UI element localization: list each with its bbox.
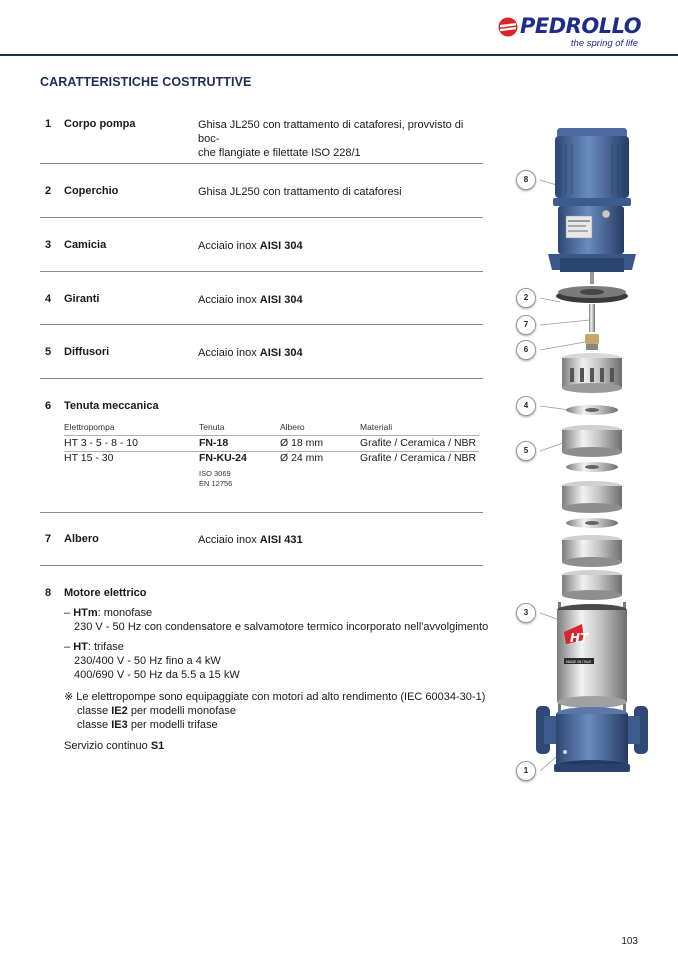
row-label: Albero bbox=[64, 533, 99, 545]
spec-row-motore-elettrico bbox=[40, 587, 483, 603]
page-number: 103 bbox=[621, 936, 638, 947]
ht-detail: 400/690 V - 50 Hz da 5.5 a 15 kW bbox=[74, 669, 240, 681]
standard-iso: ISO 3069 bbox=[199, 469, 231, 478]
class-prefix: classe bbox=[77, 705, 112, 717]
row-number: 1 bbox=[45, 118, 52, 130]
cell-seal: FN-KU-24 bbox=[199, 452, 247, 464]
spec-row-corpo-pompa bbox=[40, 118, 483, 158]
standard-en: EN 12756 bbox=[199, 479, 233, 488]
class-ie2 bbox=[64, 704, 485, 718]
logo-tagline: the spring of life bbox=[570, 38, 638, 49]
row-label: Giranti bbox=[64, 293, 100, 305]
class-ie3 bbox=[64, 718, 485, 732]
callout-2: 2 bbox=[516, 288, 536, 308]
ht-detail: 230/400 V - 50 Hz fino a 4 kW bbox=[74, 655, 221, 667]
htm-label: HTm bbox=[73, 607, 98, 619]
row-number: 6 bbox=[45, 400, 52, 412]
spec-row-diffusori bbox=[40, 346, 483, 362]
ie2-label: IE2 bbox=[111, 705, 128, 717]
row-label: Camicia bbox=[64, 239, 107, 251]
row-value bbox=[198, 293, 483, 307]
seal-header-seal: Tenuta bbox=[199, 422, 225, 432]
header-rule bbox=[0, 54, 678, 56]
class-prefix: classe bbox=[77, 719, 112, 731]
seal-header-shaft: Albero bbox=[280, 422, 305, 432]
ie2-suffix: per modelli monofase bbox=[127, 705, 236, 717]
row-divider bbox=[40, 324, 483, 325]
row-value-grade: AISI 304 bbox=[259, 240, 303, 252]
motor-efficiency-note bbox=[64, 690, 485, 732]
row-value-grade: AISI 304 bbox=[259, 294, 303, 306]
row-label: Coperchio bbox=[64, 185, 119, 197]
row-number: 3 bbox=[45, 239, 52, 251]
callout-6: 6 bbox=[516, 340, 536, 360]
cell-pump: HT 15 - 30 bbox=[64, 452, 114, 464]
callout-7: 7 bbox=[516, 315, 536, 335]
row-label: Tenuta meccanica bbox=[64, 400, 159, 412]
row-value-text: Acciaio inox bbox=[198, 294, 260, 306]
row-label: Corpo pompa bbox=[64, 118, 136, 130]
row-value-line: che flangiate e filettate ISO 228/1 bbox=[198, 147, 361, 159]
callout-4: 4 bbox=[516, 396, 536, 416]
row-value: Ghisa JL250 con trattamento di cataforesi bbox=[198, 186, 402, 198]
row-value-grade: AISI 431 bbox=[259, 534, 303, 546]
cell-shaft: Ø 18 mm bbox=[280, 437, 324, 449]
callout-5: 5 bbox=[516, 441, 536, 461]
dash: – bbox=[64, 607, 74, 619]
jacket-logo-text: HT bbox=[570, 631, 589, 645]
section-title: CARATTERISTICHE COSTRUTTIVE bbox=[40, 75, 252, 89]
jacket-plate-text: MADE IN ITALY bbox=[566, 660, 592, 664]
logo-wordmark: PEDROLLO bbox=[520, 14, 642, 38]
row-number: 7 bbox=[45, 533, 52, 545]
htm-title bbox=[64, 606, 488, 620]
service-prefix: Servizio continuo bbox=[64, 740, 151, 752]
row-value bbox=[198, 533, 483, 547]
motor-ht bbox=[64, 640, 240, 682]
shaft-seal-component bbox=[585, 304, 599, 350]
service-duty bbox=[64, 739, 164, 753]
seal-header-pump: Elettropompa bbox=[64, 422, 115, 432]
row-value-text: Acciaio inox bbox=[198, 240, 260, 252]
table-row bbox=[64, 437, 483, 451]
pedrollo-mark-icon bbox=[498, 17, 518, 37]
callout-3: 3 bbox=[516, 603, 536, 623]
row-value-grade: AISI 304 bbox=[259, 347, 303, 359]
cell-materials: Grafite / Ceramica / NBR bbox=[360, 452, 477, 464]
row-value-line: Ghisa JL250 con trattamento di cataforesi, provvisto di boc- bbox=[198, 119, 464, 145]
service-value: S1 bbox=[150, 740, 165, 752]
pedrollo-logo bbox=[498, 14, 642, 52]
htm-detail: 230 V - 50 Hz con condensatore e salvamotore termico incorporato nell'avvolgimento bbox=[74, 621, 489, 633]
htm-type: : monofase bbox=[97, 607, 153, 619]
row-number: 8 bbox=[45, 587, 52, 599]
table-row bbox=[64, 452, 483, 466]
row-label: Diffusori bbox=[64, 346, 110, 358]
cell-seal: FN-18 bbox=[199, 437, 229, 449]
ie3-label: IE3 bbox=[111, 719, 128, 731]
spec-row-tenuta-meccanica bbox=[40, 400, 483, 416]
row-value-text: Acciaio inox bbox=[198, 534, 260, 546]
row-divider bbox=[40, 512, 483, 513]
seal-standards bbox=[199, 469, 232, 489]
motor-component bbox=[548, 128, 636, 272]
row-divider bbox=[40, 271, 483, 272]
cell-materials: Grafite / Ceramica / NBR bbox=[360, 437, 477, 449]
callout-1: 1 bbox=[516, 761, 536, 781]
cover-component bbox=[556, 272, 628, 303]
row-number: 5 bbox=[45, 346, 52, 358]
spec-row-albero bbox=[40, 533, 483, 549]
callout-8: 8 bbox=[516, 170, 536, 190]
pump-body-component bbox=[536, 706, 648, 772]
cell-pump: HT 3 - 5 - 8 - 10 bbox=[64, 437, 138, 449]
row-divider bbox=[40, 163, 483, 164]
spec-row-coperchio bbox=[40, 185, 483, 201]
ht-type: : trifase bbox=[87, 641, 124, 653]
row-divider bbox=[40, 565, 483, 566]
row-number: 2 bbox=[45, 185, 52, 197]
ie3-suffix: per modelli trifase bbox=[127, 719, 218, 731]
cell-shaft: Ø 24 mm bbox=[280, 452, 324, 464]
row-number: 4 bbox=[45, 293, 52, 305]
motor-htm bbox=[64, 606, 488, 634]
spec-row-camicia bbox=[40, 239, 483, 255]
row-divider bbox=[40, 217, 483, 218]
note-text: ※ Le elettropompe sono equipaggiate con motori ad alto rendimento (IEC 60034-30-1) bbox=[64, 691, 486, 703]
table-rule bbox=[64, 435, 479, 436]
dash: – bbox=[64, 641, 74, 653]
ht-label: HT bbox=[73, 641, 88, 653]
row-divider bbox=[40, 378, 483, 379]
row-label: Motore elettrico bbox=[64, 587, 147, 599]
row-value bbox=[198, 346, 483, 360]
row-value bbox=[198, 239, 483, 253]
row-value-text: Acciaio inox bbox=[198, 347, 260, 359]
seal-header-materials: Materiali bbox=[360, 422, 393, 432]
row-value bbox=[198, 118, 483, 160]
pump-exploded-view bbox=[500, 120, 660, 800]
hydraulic-stack bbox=[562, 353, 622, 600]
spec-row-giranti bbox=[40, 293, 483, 309]
ht-title bbox=[64, 640, 240, 654]
